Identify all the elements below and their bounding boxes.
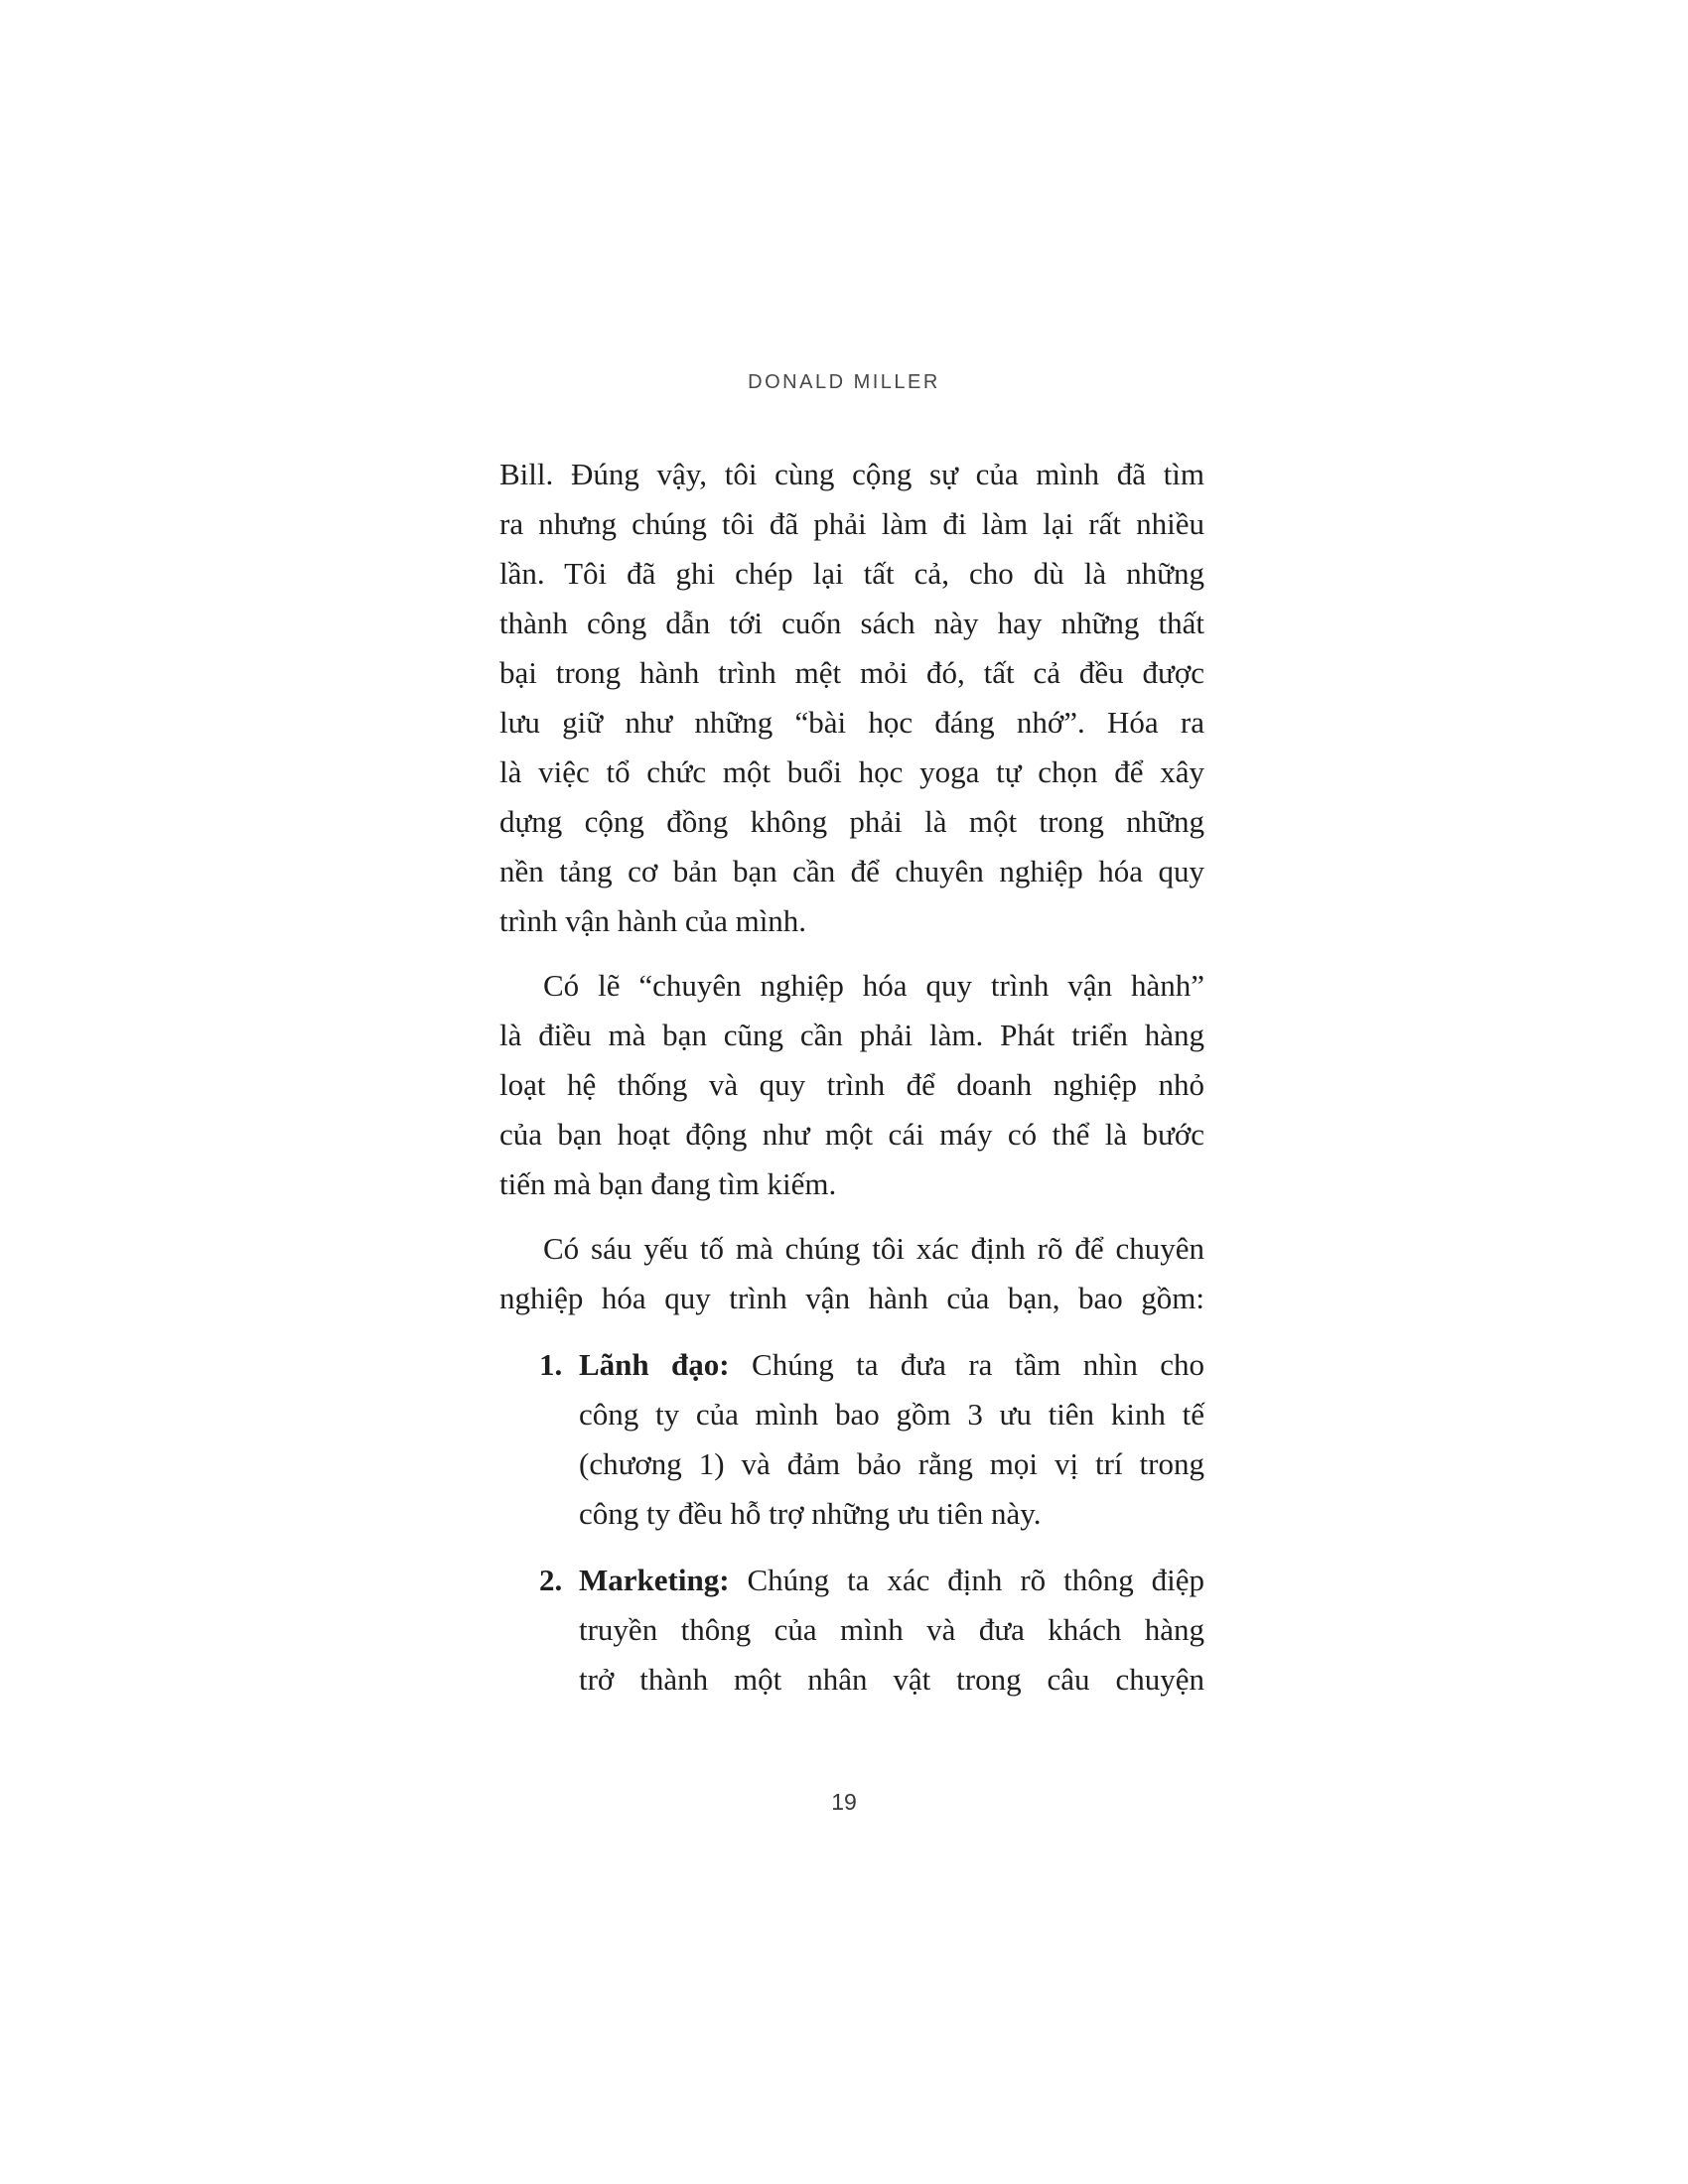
text-line: loạt hệ thống và quy trình để doanh nghiệp nhỏ: [499, 1067, 1204, 1102]
text-line: thành công dẫn tới cuốn sách này hay những thất: [499, 606, 1204, 640]
text-line: là điều mà bạn cũng cần phải làm. Phát triển hàng: [499, 1018, 1204, 1052]
paragraph: [499, 961, 1204, 1209]
list-item-text: Chúng ta đưa ra tầm nhìn cho: [752, 1347, 1204, 1382]
text-line: Bill. Đúng vậy, tôi cùng cộng sự của mình đã tìm: [499, 457, 1204, 491]
text-line: [579, 1556, 1204, 1605]
text-line: trở thành một nhân vật trong câu chuyện: [579, 1662, 1204, 1697]
text-line: ra nhưng chúng tôi đã phải làm đi làm lại rất nhiều: [499, 506, 1204, 541]
list-item: [499, 1556, 1204, 1705]
text-line: dựng cộng đồng không phải là một trong những: [499, 804, 1204, 839]
text-line: (chương 1) và đảm bảo rằng mọi vị trí trong: [579, 1446, 1204, 1481]
list-item-number: [539, 1340, 579, 1539]
text-line: [579, 1340, 1204, 1390]
list-number-text: 1.: [539, 1347, 563, 1382]
text-line: Có lẽ “chuyên nghiệp hóa quy trình vận hành”: [543, 968, 1204, 1003]
paragraph: [499, 1224, 1204, 1323]
list-item-body: [579, 1556, 1204, 1705]
list-item-number: [539, 1556, 579, 1705]
list-item-label: Marketing:: [579, 1563, 730, 1597]
list-item-label: Lãnh đạo:: [579, 1347, 730, 1382]
text-line: Có sáu yếu tố mà chúng tôi xác định rõ để chuyên: [543, 1231, 1204, 1266]
text-line: của bạn hoạt động như một cái máy có thể là bước: [499, 1117, 1204, 1152]
list-item-body: [579, 1340, 1204, 1539]
body-text: [499, 450, 1204, 1705]
text-line: nền tảng cơ bản bạn cần để chuyên nghiệp hóa quy: [499, 854, 1204, 888]
text-line: lưu giữ như những “bài học đáng nhớ”. Hóa ra: [499, 705, 1204, 740]
running-header: DONALD MILLER: [748, 371, 940, 393]
list-number-text: 2.: [539, 1563, 563, 1597]
text-line: nghiệp hóa quy trình vận hành của bạn, bao gồm:: [499, 1281, 1204, 1315]
text-line: là việc tổ chức một buổi học yoga tự chọn để xây: [499, 754, 1204, 789]
text-line: trình vận hành của mình.: [499, 903, 807, 938]
text-line: công ty của mình bao gồm 3 ưu tiên kinh tế: [579, 1397, 1204, 1432]
page-number: 19: [831, 1789, 857, 1815]
text-line: công ty đều hỗ trợ những ưu tiên này.: [579, 1496, 1042, 1531]
text-line: bại trong hành trình mệt mỏi đó, tất cả đều được: [499, 655, 1204, 690]
text-line: lần. Tôi đã ghi chép lại tất cả, cho dù là những: [499, 556, 1204, 591]
list-item-text: Chúng ta xác định rõ thông điệp: [747, 1563, 1205, 1597]
text-line: truyền thông của mình và đưa khách hàng: [579, 1612, 1204, 1647]
paragraph: [499, 450, 1204, 946]
list-item: [499, 1340, 1204, 1539]
text-line: tiến mà bạn đang tìm kiếm.: [499, 1166, 837, 1201]
